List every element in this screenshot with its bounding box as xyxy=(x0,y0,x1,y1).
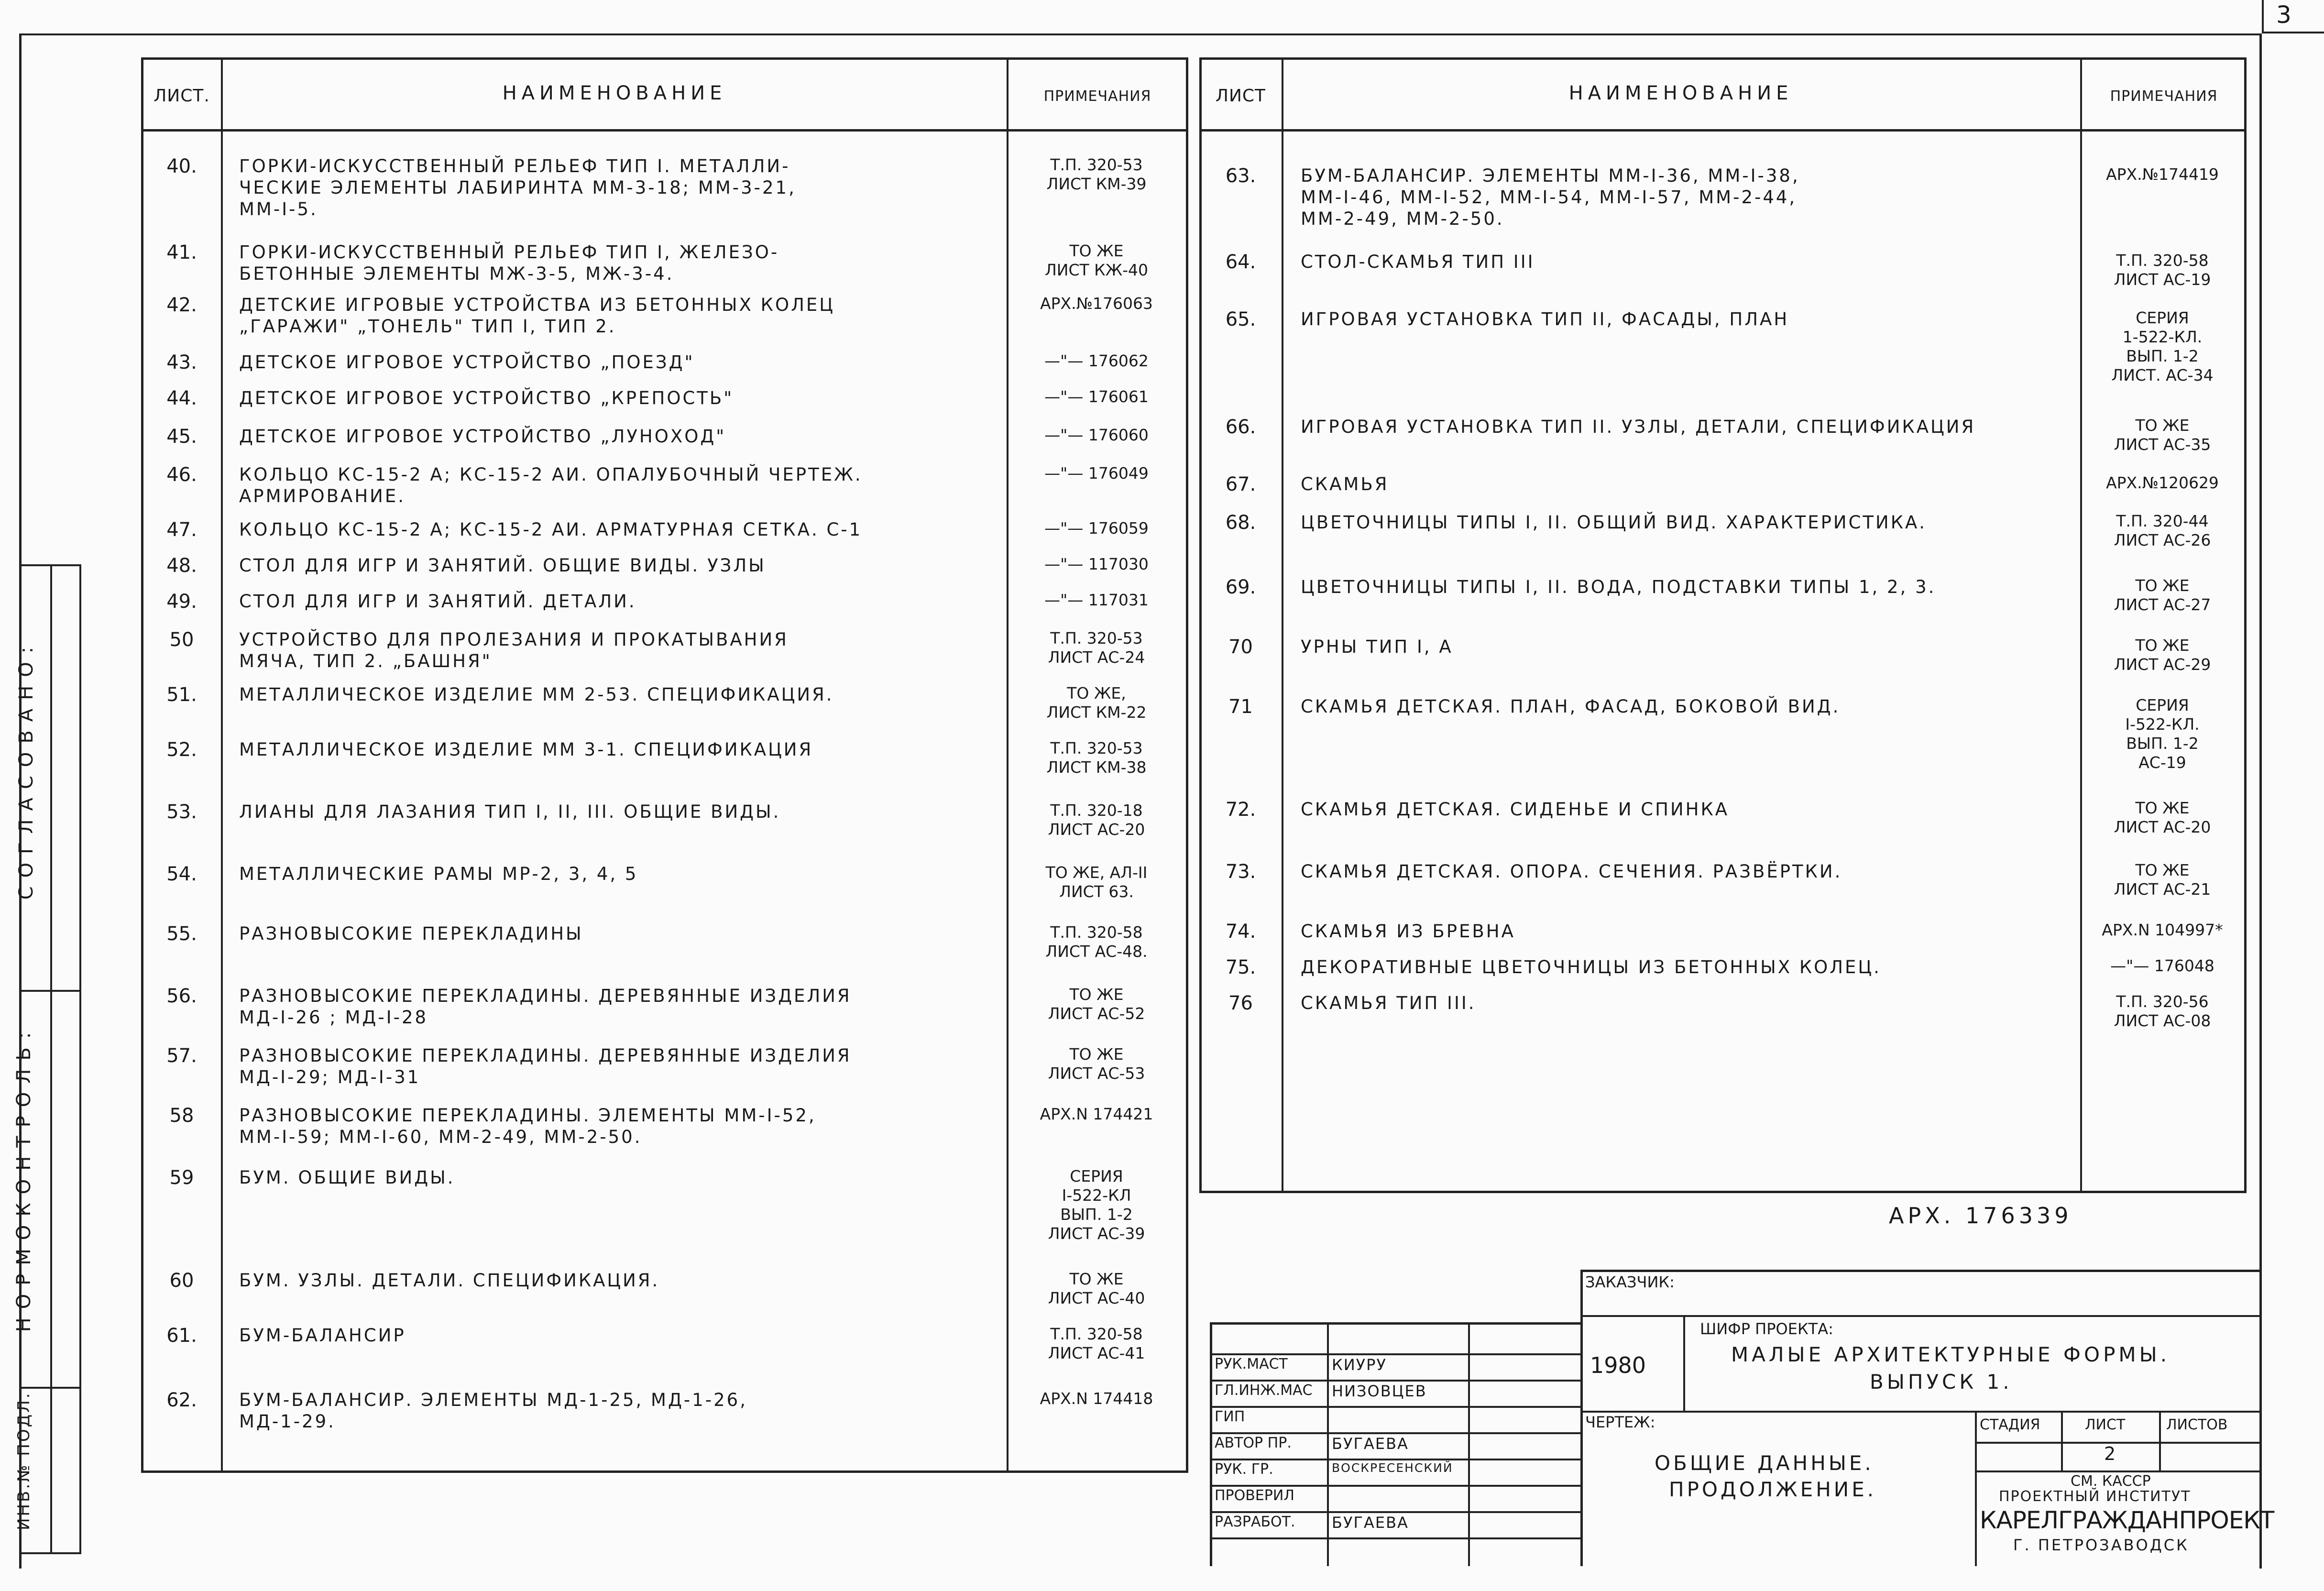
row-sheet-number: 40. xyxy=(166,155,197,177)
row-sheet-number: 76 xyxy=(1228,992,1253,1014)
row-title: ДЕТСКОЕ ИГРОВОЕ УСТРОЙСТВО „ПОЕЗД" xyxy=(239,352,695,373)
signature-name: КИУРУ xyxy=(1332,1356,1387,1374)
row-note: АРХ.N 174418 xyxy=(1040,1389,1153,1408)
row-note: СЕРИЯ I-522-КЛ ВЫП. 1-2 ЛИСТ АС-39 xyxy=(1048,1167,1145,1243)
signature-role: ГЛ.ИНЖ.МАС xyxy=(1215,1382,1313,1399)
row-title: РАЗНОВЫСОКИЕ ПЕРЕКЛАДИНЫ. ДЕРЕВЯННЫЕ ИЗДЕЛИЯ МД-I-26 ; МД-I-28 xyxy=(239,986,852,1028)
row-sheet-number: 62. xyxy=(166,1389,197,1411)
row-sheet-number: 57. xyxy=(166,1045,197,1067)
row-note: ТО ЖЕ ЛИСТ АС-27 xyxy=(2114,576,2211,614)
row-sheet-number: 67. xyxy=(1225,473,1256,495)
row-sheet-number: 59 xyxy=(169,1167,194,1189)
row-title: ЦВЕТОЧНИЦЫ ТИПЫ I, II. ОБЩИЙ ВИД. ХАРАКТЕРИСТИКА. xyxy=(1301,512,1927,533)
row-note: АРХ.№120629 xyxy=(2106,473,2219,492)
row-sheet-number: 71 xyxy=(1228,696,1253,718)
row-sheet-number: 73. xyxy=(1225,861,1256,883)
drawing-title-line2: ПРОДОЛЖЕНИЕ. xyxy=(1669,1478,1877,1501)
signature-role: ГИП xyxy=(1215,1408,1245,1425)
row-title: КОЛЬЦО КС-15-2 А; КС-15-2 АИ. АРМАТУРНАЯ СЕТКА. С-1 xyxy=(239,519,863,540)
archive-number: АРХ. 176339 xyxy=(1889,1203,2072,1229)
row-note: ТО ЖЕ ЛИСТ КЖ-40 xyxy=(1044,241,1149,279)
row-title: СКАМЬЯ ДЕТСКАЯ. ПЛАН, ФАСАД, БОКОВОЙ ВИД. xyxy=(1301,696,1841,717)
signature-role: РАЗРАБОТ. xyxy=(1215,1514,1295,1530)
agreed-stamp-label: СОГЛАСОВАНО: xyxy=(15,638,37,900)
row-title: СТОЛ ДЛЯ ИГР И ЗАНЯТИЙ. ОБЩИЕ ВИДЫ. УЗЛЫ xyxy=(239,555,766,576)
signature-role: ПРОВЕРИЛ xyxy=(1215,1487,1294,1504)
row-sheet-number: 48. xyxy=(166,555,197,577)
project-issue: ВЫПУСК 1. xyxy=(1870,1370,2013,1393)
row-note: Т.П. 320-18 ЛИСТ АС-20 xyxy=(1048,801,1145,839)
row-sheet-number: 72. xyxy=(1225,799,1256,821)
row-sheet-number: 45. xyxy=(166,426,197,448)
row-note: Т.П. 320-58 ЛИСТ АС-48. xyxy=(1045,923,1148,961)
row-note: —"— 176049 xyxy=(1044,464,1149,483)
row-title: ИГРОВАЯ УСТАНОВКА ТИП II. УЗЛЫ, ДЕТАЛИ, СПЕЦИФИКАЦИЯ xyxy=(1301,417,1976,437)
row-title: ГОРКИ-ИСКУССТВЕННЫЙ РЕЛЬЕФ ТИП I, ЖЕЛЕЗО- БЕТОННЫЕ ЭЛЕМЕНТЫ МЖ-3-5, МЖ-3-4. xyxy=(239,242,779,284)
row-note: АРХ.№176063 xyxy=(1040,294,1153,313)
row-note: —"— 176059 xyxy=(1044,519,1149,538)
row-title: РАЗНОВЫСОКИЕ ПЕРЕКЛАДИНЫ. ЭЛЕМЕНТЫ ММ-I-52, ММ-I-59; ММ-I-60, ММ-2-49, ММ-2-50. xyxy=(239,1105,816,1147)
row-sheet-number: 68. xyxy=(1225,512,1256,534)
row-title: БУМ. УЗЛЫ. ДЕТАЛИ. СПЕЦИФИКАЦИЯ. xyxy=(239,1270,660,1291)
signature-role: РУК.МАСТ xyxy=(1215,1356,1288,1372)
row-sheet-number: 43. xyxy=(166,351,197,373)
org-line2: ПРОЕКТНЫЙ ИНСТИТУТ xyxy=(1999,1488,2191,1505)
row-title: ГОРКИ-ИСКУССТВЕННЫЙ РЕЛЬЕФ ТИП I. МЕТАЛЛИ- ЧЕСКИЕ ЭЛЕМЕНТЫ ЛАБИРИНТА ММ-3-18; ММ-3-21, ММ-I-5. xyxy=(239,156,796,219)
row-note: ТО ЖЕ ЛИСТ АС-40 xyxy=(1048,1270,1145,1307)
row-title: РАЗНОВЫСОКИЕ ПЕРЕКЛАДИНЫ xyxy=(239,923,583,944)
row-title: УРНЫ ТИП I, А xyxy=(1301,636,1453,657)
row-title: БУМ-БАЛАНСИР. ЭЛЕМЕНТЫ МД-1-25, МД-1-26, МД-1-29. xyxy=(239,1390,747,1432)
row-title: ИГРОВАЯ УСТАНОВКА ТИП II, ФАСАДЫ, ПЛАН xyxy=(1301,309,1789,329)
row-note: Т.П. 320-58 ЛИСТ АС-41 xyxy=(1048,1325,1145,1362)
row-note: —"— 176048 xyxy=(2110,956,2214,975)
left-header-name: НАИМЕНОВАНИЕ xyxy=(502,82,727,104)
row-sheet-number: 66. xyxy=(1225,416,1256,438)
row-sheet-number: 61. xyxy=(166,1325,197,1347)
sheets-label: ЛИСТОВ xyxy=(2166,1416,2228,1433)
right-header-notes: ПРИМЕЧАНИЯ xyxy=(2110,88,2218,105)
row-sheet-number: 75. xyxy=(1225,956,1256,978)
project-code-label: ШИФР ПРОЕКТА: xyxy=(1700,1320,1833,1338)
left-header-sheet: ЛИСТ. xyxy=(153,86,210,106)
normcontrol-stamp-label: НОРМОКОНТРОЛЬ: xyxy=(13,1023,35,1332)
sheet-label: ЛИСТ xyxy=(2085,1416,2126,1433)
page-number: 3 xyxy=(2276,1,2291,29)
signature-name: НИЗОВЦЕВ xyxy=(1332,1382,1427,1400)
row-title: СКАМЬЯ ДЕТСКАЯ. ОПОРА. СЕЧЕНИЯ. РАЗВЁРТКИ. xyxy=(1301,861,1842,882)
row-note: ТО ЖЕ ЛИСТ АС-29 xyxy=(2114,636,2211,674)
row-sheet-number: 52. xyxy=(166,739,197,761)
row-title: МЕТАЛЛИЧЕСКОЕ ИЗДЕЛИЕ ММ 2-53. СПЕЦИФИКАЦИЯ. xyxy=(239,684,834,705)
row-sheet-number: 65. xyxy=(1225,308,1256,330)
row-sheet-number: 55. xyxy=(166,923,197,945)
drawing-label: ЧЕРТЕЖ: xyxy=(1585,1413,1655,1431)
row-note: Т.П. 320-53 ЛИСТ КМ-39 xyxy=(1046,155,1147,193)
row-note: АРХ.№174419 xyxy=(2106,165,2219,184)
row-note: АРХ.N 174421 xyxy=(1040,1105,1153,1123)
row-sheet-number: 42. xyxy=(166,294,197,316)
row-note: СЕРИЯ I-522-КЛ. ВЫП. 1-2 АС-19 xyxy=(2125,696,2200,772)
signature-name: ВОСКРЕСЕНСКИЙ xyxy=(1332,1461,1453,1475)
row-note: ТО ЖЕ ЛИСТ АС-35 xyxy=(2114,416,2211,454)
row-title: СКАМЬЯ ДЕТСКАЯ. СИДЕНЬЕ И СПИНКА xyxy=(1301,799,1730,820)
row-note: СЕРИЯ 1-522-КЛ. ВЫП. 1-2 ЛИСТ. АС-34 xyxy=(2111,308,2214,384)
row-note: ТО ЖЕ, АЛ-II ЛИСТ 63. xyxy=(1045,863,1148,901)
row-sheet-number: 70 xyxy=(1228,636,1253,658)
row-note: Т.П. 320-53 ЛИСТ КМ-38 xyxy=(1046,739,1147,777)
row-note: —"— 176062 xyxy=(1044,351,1149,370)
right-header-sheet: ЛИСТ xyxy=(1215,86,1266,106)
row-title: КОЛЬЦО КС-15-2 А; КС-15-2 АИ. ОПАЛУБОЧНЫЙ ЧЕРТЕЖ. АРМИРОВАНИЕ. xyxy=(239,464,863,506)
row-note: ТО ЖЕ ЛИСТ АС-21 xyxy=(2114,861,2211,899)
inventory-number-label: ИНВ.№ ПОДЛ. xyxy=(14,1391,33,1530)
row-title: ДЕТСКИЕ ИГРОВЫЕ УСТРОЙСТВА ИЗ БЕТОННЫХ КОЛЕЦ „ГАРАЖИ" „ТОНЕЛЬ" ТИП I, ТИП 2. xyxy=(239,295,835,337)
row-title: ДЕКОРАТИВНЫЕ ЦВЕТОЧНИЦЫ ИЗ БЕТОННЫХ КОЛЕЦ. xyxy=(1301,957,1881,977)
row-note: ТО ЖЕ ЛИСТ АС-52 xyxy=(1048,985,1145,1023)
sheet-value: 2 xyxy=(2104,1443,2116,1464)
row-note: —"— 117031 xyxy=(1044,591,1149,609)
row-note: —"— 176060 xyxy=(1044,426,1149,444)
row-title: БУМ-БАЛАНСИР xyxy=(239,1325,406,1346)
row-title: СТОЛ ДЛЯ ИГР И ЗАНЯТИЙ. ДЕТАЛИ. xyxy=(239,591,636,612)
row-title: БУМ. ОБЩИЕ ВИДЫ. xyxy=(239,1167,455,1188)
row-title: МЕТАЛЛИЧЕСКИЕ РАМЫ МР-2, 3, 4, 5 xyxy=(239,864,638,884)
row-sheet-number: 60 xyxy=(169,1270,194,1292)
row-note: ТО ЖЕ ЛИСТ АС-53 xyxy=(1048,1045,1145,1083)
stage-label: СТАДИЯ xyxy=(1980,1416,2040,1433)
row-sheet-number: 63. xyxy=(1225,165,1256,187)
drawing-title-line1: ОБЩИЕ ДАННЫЕ. xyxy=(1655,1451,1874,1475)
row-sheet-number: 54. xyxy=(166,863,197,885)
row-title: БУМ-БАЛАНСИР. ЭЛЕМЕНТЫ ММ-I-36, ММ-I-38, ММ-I-46, ММ-I-52, ММ-I-54, ММ-I-57, ММ-2-44, ММ-2-49, ММ-2-50. xyxy=(1301,165,1800,229)
row-sheet-number: 49. xyxy=(166,591,197,613)
row-sheet-number: 58 xyxy=(169,1105,194,1127)
row-note: АРХ.N 104997* xyxy=(2102,921,2223,939)
signature-name: БУГАЕВА xyxy=(1332,1514,1409,1532)
row-sheet-number: 44. xyxy=(166,387,197,409)
row-note: —"— 117030 xyxy=(1044,555,1149,573)
row-note: ТО ЖЕ, ЛИСТ КМ-22 xyxy=(1046,684,1147,722)
row-title: РАЗНОВЫСОКИЕ ПЕРЕКЛАДИНЫ. ДЕРЕВЯННЫЕ ИЗДЕЛИЯ МД-I-29; МД-I-31 xyxy=(239,1045,852,1087)
signature-role: АВТОР ПР. xyxy=(1215,1435,1292,1451)
org-line4: Г. ПЕТРОЗАВОДСК xyxy=(2013,1536,2189,1554)
project-name: МАЛЫЕ АРХИТЕКТУРНЫЕ ФОРМЫ. xyxy=(1731,1343,2171,1366)
customer-label: ЗАКАЗЧИК: xyxy=(1585,1273,1675,1291)
row-sheet-number: 53. xyxy=(166,801,197,823)
row-sheet-number: 64. xyxy=(1225,251,1256,273)
row-title: ДЕТСКОЕ ИГРОВОЕ УСТРОЙСТВО „КРЕПОСТЬ" xyxy=(239,388,734,408)
right-header-name: НАИМЕНОВАНИЕ xyxy=(1568,82,1793,104)
page-number-box xyxy=(2262,0,2324,33)
row-title: СТОЛ-СКАМЬЯ ТИП III xyxy=(1301,252,1535,272)
signature-role: РУК. ГР. xyxy=(1215,1461,1273,1478)
row-note: Т.П. 320-56 ЛИСТ АС-08 xyxy=(2114,992,2211,1030)
row-sheet-number: 74. xyxy=(1225,921,1256,943)
org-line3: КАРЕЛГРАЖДАНПРОЕКТ xyxy=(1980,1506,2274,1534)
row-sheet-number: 46. xyxy=(166,464,197,486)
project-year: 1980 xyxy=(1590,1352,1646,1378)
org-line1: СМ. КАССР xyxy=(2071,1473,2151,1490)
row-title: УСТРОЙСТВО ДЛЯ ПРОЛЕЗАНИЯ И ПРОКАТЫВАНИЯ МЯЧА, ТИП 2. „БАШНЯ" xyxy=(239,629,789,671)
left-header-notes: ПРИМЕЧАНИЯ xyxy=(1043,88,1151,105)
row-sheet-number: 51. xyxy=(166,684,197,706)
row-note: Т.П. 320-44 ЛИСТ АС-26 xyxy=(2114,512,2211,549)
row-title: ЦВЕТОЧНИЦЫ ТИПЫ I, II. ВОДА, ПОДСТАВКИ ТИПЫ 1, 2, 3. xyxy=(1301,577,1936,597)
row-note: —"— 176061 xyxy=(1044,387,1149,406)
row-title: СКАМЬЯ ИЗ БРЕВНА xyxy=(1301,921,1515,942)
row-note: ТО ЖЕ ЛИСТ АС-20 xyxy=(2114,799,2211,836)
signature-name: БУГАЕВА xyxy=(1332,1435,1409,1453)
row-title: ДЕТСКОЕ ИГРОВОЕ УСТРОЙСТВО „ЛУНОХОД" xyxy=(239,426,726,447)
row-note: Т.П. 320-53 ЛИСТ АС-24 xyxy=(1048,629,1145,667)
row-title: МЕТАЛЛИЧЕСКОЕ ИЗДЕЛИЕ ММ 3-1. СПЕЦИФИКАЦИЯ xyxy=(239,739,813,760)
row-sheet-number: 56. xyxy=(166,985,197,1007)
row-sheet-number: 50 xyxy=(169,629,194,651)
row-title: СКАМЬЯ xyxy=(1301,474,1389,494)
row-sheet-number: 41. xyxy=(166,241,197,263)
row-title: СКАМЬЯ ТИП III. xyxy=(1301,993,1476,1013)
row-sheet-number: 47. xyxy=(166,519,197,541)
row-note: Т.П. 320-58 ЛИСТ АС-19 xyxy=(2114,251,2211,289)
row-sheet-number: 69. xyxy=(1225,576,1256,598)
row-title: ЛИАНЫ ДЛЯ ЛАЗАНИЯ ТИП I, II, III. ОБЩИЕ ВИДЫ. xyxy=(239,801,781,822)
